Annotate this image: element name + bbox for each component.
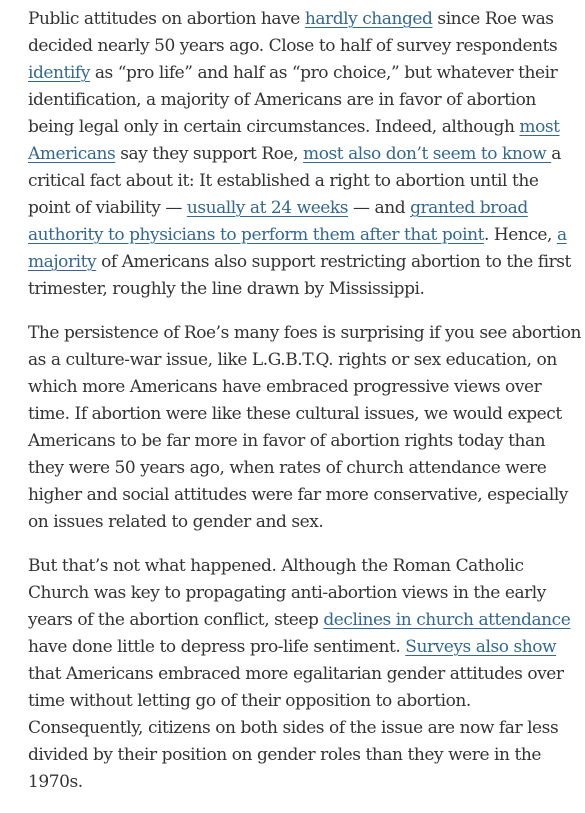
text-segment: have done little to depress pro-life sentiment.	[28, 637, 406, 657]
link-a-majority[interactable]: a majority	[28, 225, 567, 272]
text-segment: say they support Roe,	[115, 144, 304, 164]
link-usually-at-24-weeks[interactable]: usually at 24 weeks	[186, 198, 349, 218]
text-segment: of Americans also support restricting abortion to the first trimester, roughly the line drawn by Mississippi.	[28, 252, 571, 299]
link-declines-in-church-attendance[interactable]: declines in church attendance	[323, 610, 571, 630]
text-segment: a critical fact about it: It established a right to abortion until the point of viability —	[28, 144, 561, 218]
text-segment: that Americans embraced more egalitarian gender attitudes over time without letting go of their opposition to abortion. Consequently, citizens on both sides of the issue are now far less divided by their position on gender roles than they were in the 1970s.	[28, 664, 564, 792]
paragraph-1	[28, 6, 583, 303]
link-identify[interactable]: identify	[28, 63, 90, 83]
link-granted-broad-authority[interactable]: granted broad authority to physicians to perform them after that point	[28, 198, 528, 245]
text-segment: The persistence of Roe’s many foes is surprising if you see abortion as a culture-war issue, like L.G.B.T.Q. rights or sex education, on which more Americans have embraced progressive views over time. If abortion were like these cultural issues, we would expect Americans to be far more in favor of abortion rights today than they were 50 years ago, when rates of church attendance were higher and social attitudes were far more conservative, especially on issues related to gender and sex.	[28, 323, 582, 532]
text-segment: since Roe was decided nearly 50 years ago. Close to half of survey respondents	[28, 9, 558, 56]
link-most-also-dont-know[interactable]: most also don’t seem to know	[303, 144, 552, 164]
paragraph-3	[28, 553, 583, 796]
article-body	[28, 6, 583, 813]
text-segment: Public attitudes on abortion have	[28, 9, 305, 29]
paragraph-2	[28, 320, 583, 536]
link-hardly-changed[interactable]: hardly changed	[304, 9, 433, 29]
text-segment: — and	[348, 198, 411, 218]
text-segment: as “pro life” and half as “pro choice,” but whatever their identification, a majority of Americans are in favor of abortion being legal only in certain circumstances. Indeed, although	[28, 63, 558, 137]
link-surveys-also-show[interactable]: Surveys also show	[405, 637, 557, 657]
text-segment: . Hence,	[483, 225, 557, 245]
link-most-americans[interactable]: most Americans	[28, 117, 560, 164]
text-segment: But that’s not what happened. Although the Roman Catholic Church was key to propagating anti-abortion views in the early years of the abortion conflict, steep	[28, 556, 546, 630]
